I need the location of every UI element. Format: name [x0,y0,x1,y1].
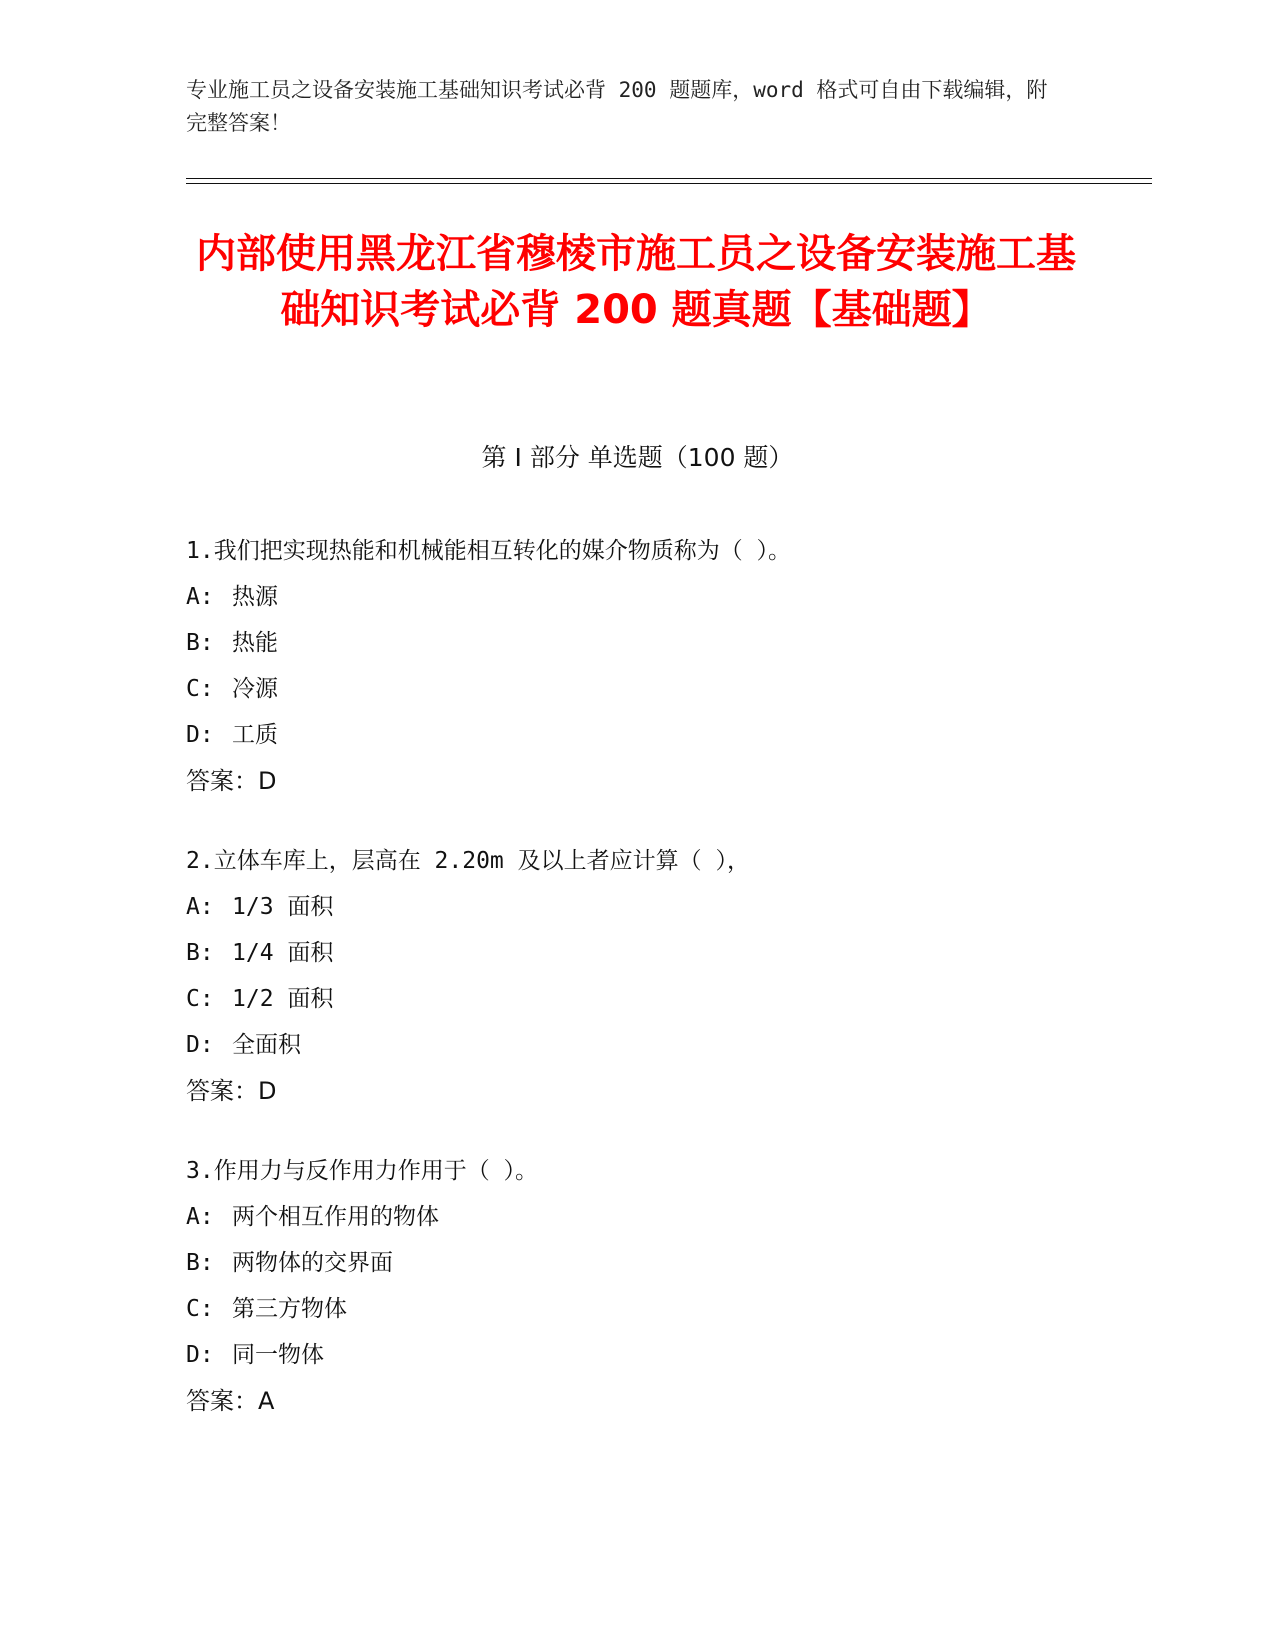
question-stem: 1.我们把实现热能和机械能相互转化的媒介物质称为（ ）。 [186,538,792,564]
option-a [186,1194,1146,1240]
option-b [186,930,1146,976]
option-text: 1/3 面积 [232,894,334,920]
option-text: 冷源 [232,676,278,702]
option-letter: B: [186,1250,214,1276]
option-a [186,574,1146,620]
header-divider-bottom [186,183,1152,184]
option-text: 第三方物体 [232,1296,347,1322]
answer-line [186,758,1146,804]
answer-line [186,1378,1146,1424]
section-title: 第 I 部分 单选题（100 题） [481,443,794,472]
option-letter: A: [186,1204,214,1230]
option-text: 1/2 面积 [232,986,334,1012]
option-text: 全面积 [232,1032,301,1058]
answer-line [186,1068,1146,1114]
question-list [186,528,1146,1458]
question-stem: 2.立体车库上，层高在 2.20m 及以上者应计算（ ）， [186,848,750,874]
option-d [186,1022,1146,1068]
answer-value: D [258,767,277,795]
header-divider-top [186,178,1152,179]
option-b [186,1240,1146,1286]
option-text: 工质 [232,722,278,748]
question-stem: 3.作用力与反作用力作用于（ ）。 [186,1158,539,1184]
answer-value: A [258,1387,275,1415]
header-note: 专业施工员之设备安装施工基础知识考试必背 200 题题库，word 格式可自由下载编辑，附完整答案！ [186,78,1048,135]
option-letter: D: [186,722,214,748]
option-letter: B: [186,940,214,966]
option-text: 两物体的交界面 [232,1250,393,1276]
document-title: 内部使用黑龙江省穆棱市施工员之设备安装施工基础知识考试必背 200 题真题【基础题】 [196,231,1076,333]
answer-label: 答案： [186,1077,258,1105]
option-a [186,884,1146,930]
option-c [186,1286,1146,1332]
question-3 [186,1148,1146,1424]
option-letter: C: [186,986,214,1012]
option-b [186,620,1146,666]
option-letter: C: [186,1296,214,1322]
option-letter: B: [186,630,214,656]
option-d [186,712,1146,758]
option-c [186,666,1146,712]
option-letter: D: [186,1032,214,1058]
option-letter: D: [186,1342,214,1368]
option-c [186,976,1146,1022]
question-1 [186,528,1146,804]
option-letter: A: [186,894,214,920]
option-text: 热能 [232,630,278,656]
answer-label: 答案： [186,1387,258,1415]
question-2 [186,838,1146,1114]
option-text: 1/4 面积 [232,940,334,966]
answer-value: D [258,1077,277,1105]
option-text: 两个相互作用的物体 [232,1204,439,1230]
answer-label: 答案： [186,767,258,795]
option-letter: C: [186,676,214,702]
option-text: 同一物体 [232,1342,324,1368]
option-d [186,1332,1146,1378]
option-text: 热源 [232,584,278,610]
option-letter: A: [186,584,214,610]
